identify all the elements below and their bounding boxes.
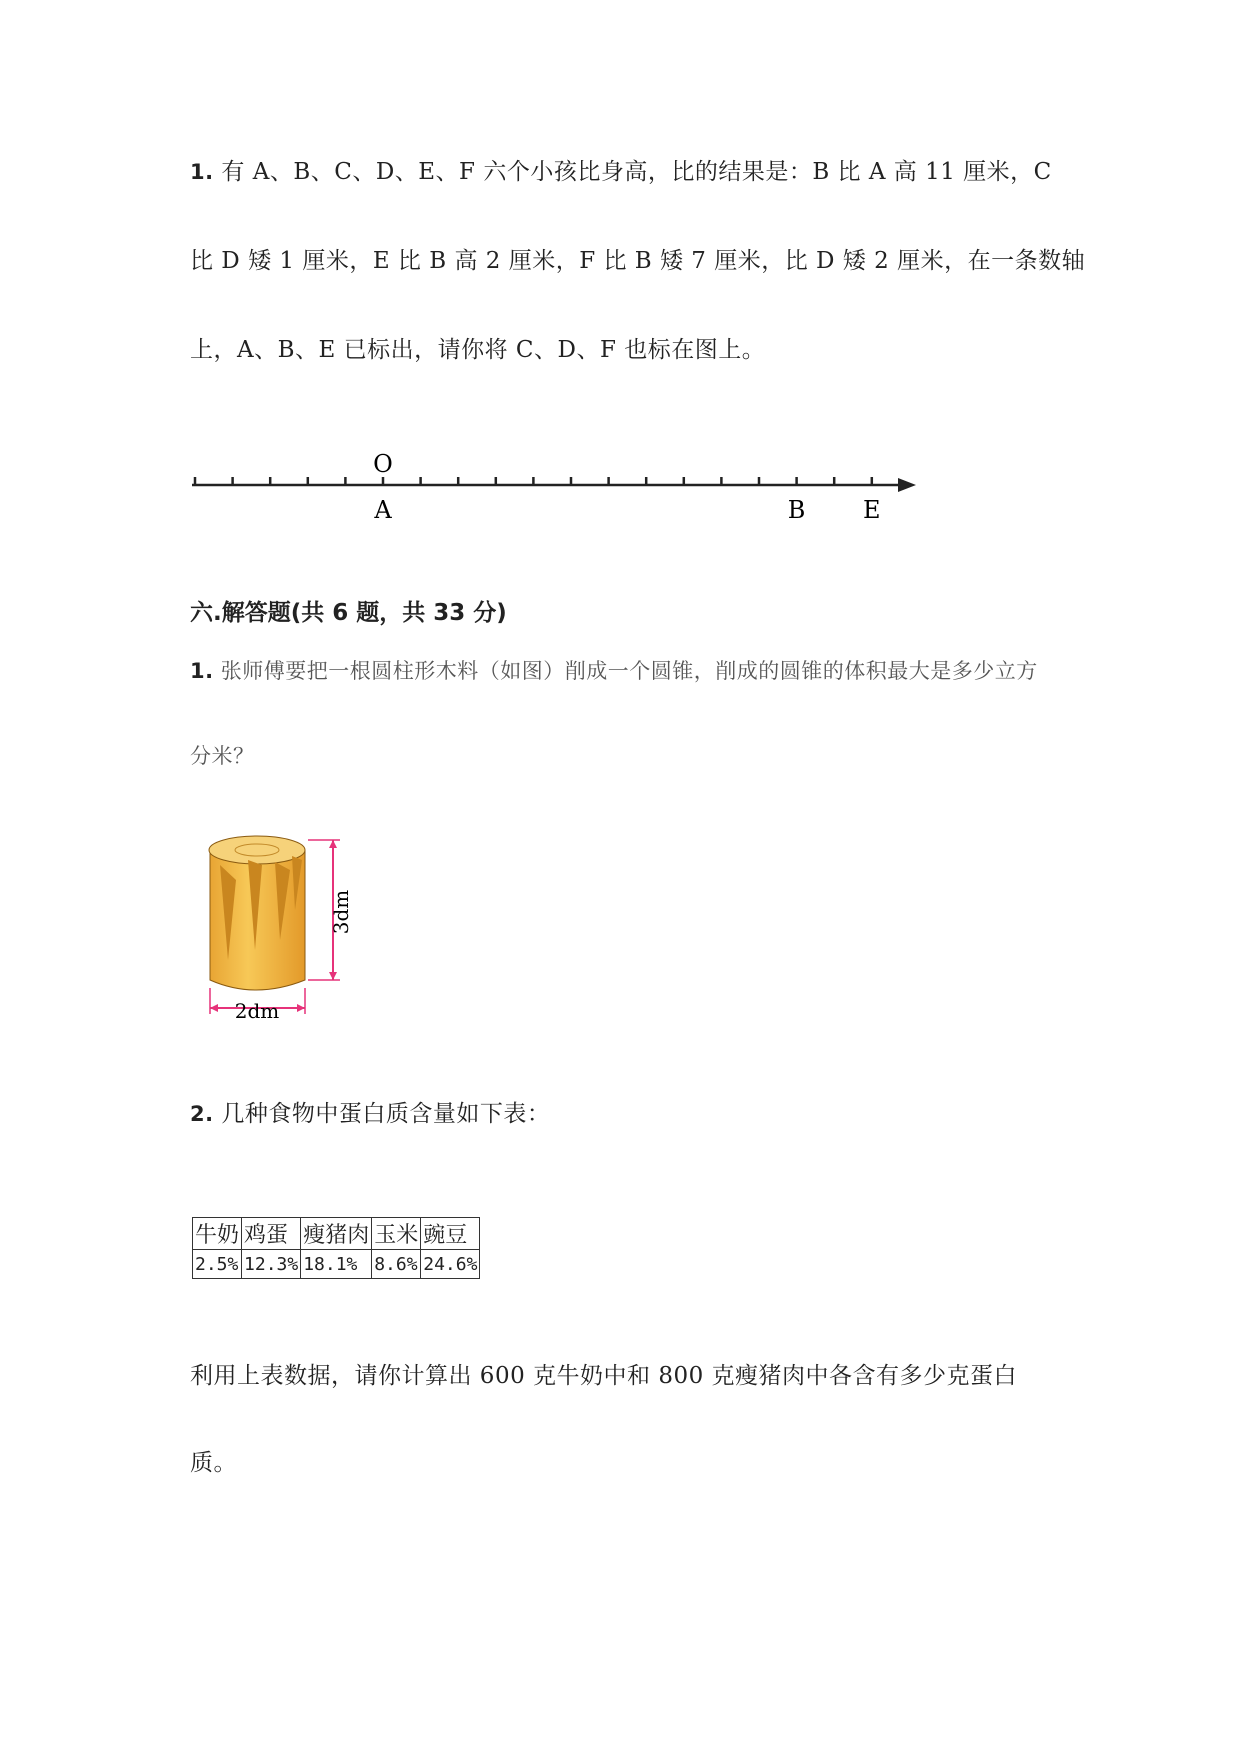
point-label-e: E [863,496,881,524]
q1-text-1: 有 A、B、C、D、E、F 六个小孩比身高，比的结果是：B 比 A 高 11 厘米，C [221,159,1052,185]
table-header-row [193,1218,480,1250]
axis-arrow [898,478,916,492]
s6q2-intro: 几种食物中蛋白质含量如下表： [221,1101,551,1127]
table-value-row [193,1250,480,1279]
s6q1-number: 1. [190,659,214,683]
table-value-cell: 8.6% [372,1250,421,1279]
q1-line-1 [190,153,1052,186]
number-line [0,440,1241,530]
log-figure [200,820,360,1020]
s6q2-line [190,1095,550,1128]
s6q2-after-2: 质。 [190,1450,237,1476]
s6q2-after-1: 利用上表数据，请你计算出 600 克牛奶中和 800 克瘦猪肉中各含有多少克蛋白 [190,1363,1018,1389]
s6q1-text-2: 分米？ [190,744,255,768]
table-value-cell: 12.3% [242,1250,301,1279]
q1-number: 1. [190,160,214,184]
q1-text-2: 比 D 矮 1 厘米，E 比 B 高 2 厘米，F 比 B 矮 7 厘米，比 D 矮 2 厘米，在一条数轴 [190,248,1086,274]
table-header-cell: 豌豆 [421,1218,480,1250]
protein-table [192,1217,480,1279]
point-label-b: B [787,496,806,524]
origin-label: O [373,450,393,478]
table-value-cell: 2.5% [193,1250,242,1279]
s6q2-number: 2. [190,1102,214,1126]
diameter-label: 2dm [234,999,280,1020]
s6q1-text-1: 张师傅要把一根圆柱形木料（如图）削成一个圆锥，削成的圆锥的体积最大是多少立方 [220,659,1038,683]
table-header-cell: 瘦猪肉 [301,1218,372,1250]
section-6-title: 六.解答题(共 6 题，共 33 分) [190,600,507,626]
s6q1-line-1 [190,655,1038,685]
q1-text-3: 上，A、B、E 已标出，请你将 C、D、F 也标在图上。 [190,337,766,363]
table-header-cell: 玉米 [372,1218,421,1250]
height-label: 3dm [329,889,353,935]
table-header-cell: 鸡蛋 [242,1218,301,1250]
table-header-cell: 牛奶 [193,1218,242,1250]
table-value-cell: 24.6% [421,1250,480,1279]
table-value-cell: 18.1% [301,1250,372,1279]
point-label-a: A [374,496,392,524]
